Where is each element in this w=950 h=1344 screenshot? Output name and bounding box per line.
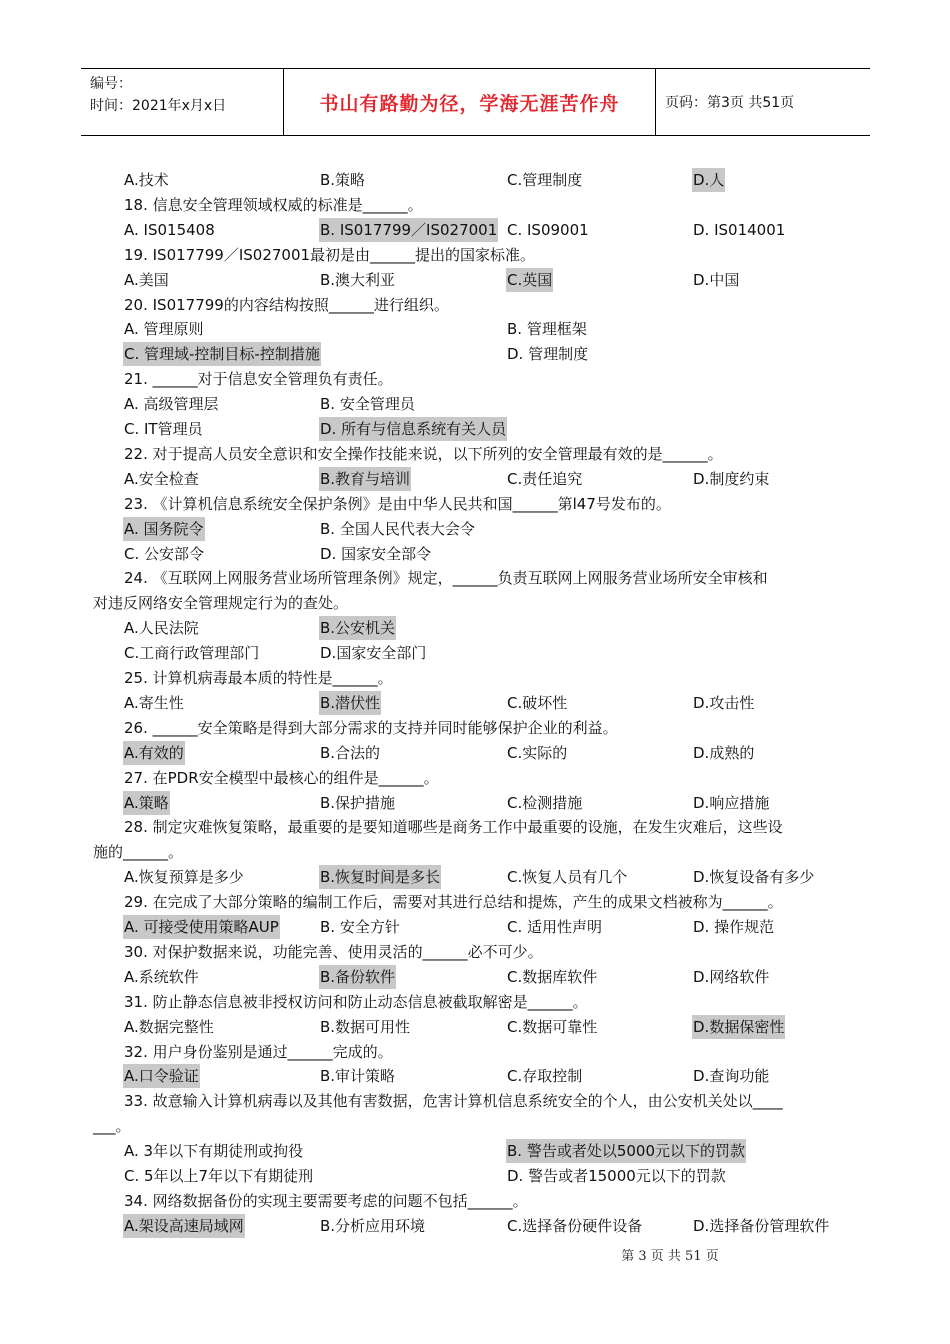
answer-option: B.澳大利亚 bbox=[320, 270, 396, 289]
answer-option-highlighted: B.教育与培训 bbox=[319, 467, 411, 491]
question-stem: 29. 在完成了大部分策略的编制工作后，需要对其进行总结和提炼，产生的成果文档被称为______。 bbox=[124, 893, 783, 912]
answer-option: A.寄生性 bbox=[124, 693, 184, 712]
answer-option-highlighted: A.架设高速局域网 bbox=[123, 1214, 245, 1238]
footer-page-number: 第 3 页 共 51 页 bbox=[621, 1249, 719, 1264]
answer-option: A.技术 bbox=[124, 171, 169, 189]
answer-option: B.保护措施 bbox=[320, 793, 396, 812]
answer-option: D.成熟的 bbox=[693, 743, 755, 762]
answer-option: B.分析应用环境 bbox=[320, 1216, 426, 1235]
answer-option: D.选择备份管理软件 bbox=[693, 1216, 830, 1235]
answer-option-highlighted: D.数据保密性 bbox=[692, 1015, 785, 1039]
question-stem-continuation: 对违反网络安全管理规定行为的查处。 bbox=[93, 594, 349, 613]
question-stem: 32. 用户身份鉴别是通过______完成的。 bbox=[124, 1042, 393, 1061]
answer-option: D.制度约束 bbox=[693, 469, 770, 488]
answer-option: C.责任追究 bbox=[507, 469, 583, 488]
answer-option: C. 公安部令 bbox=[124, 544, 205, 563]
answer-option: A. 管理原则 bbox=[124, 320, 204, 339]
answer-option: B. 全国人民代表大会令 bbox=[320, 519, 475, 538]
answer-option: C. 适用性声明 bbox=[507, 918, 603, 936]
answer-option-highlighted: D. 所有与信息系统有关人员 bbox=[319, 417, 507, 441]
answer-option: D. IS014001 bbox=[693, 220, 786, 239]
answer-option: D. 警告或者15000元以下的罚款 bbox=[507, 1167, 726, 1185]
page-footer bbox=[0, 1245, 950, 1264]
question-stem: 21. ______对于信息安全管理负有责任。 bbox=[124, 370, 393, 389]
answer-option: A.数据完整性 bbox=[124, 1017, 214, 1036]
header-left-cell bbox=[81, 69, 283, 135]
answer-option: D.网络软件 bbox=[693, 967, 770, 986]
answer-option: A. 3年以下有期徒刑或拘役 bbox=[124, 1142, 304, 1161]
answer-option: D.查询功能 bbox=[693, 1067, 770, 1086]
question-stem: 34. 网络数据备份的实现主要需要考虑的问题不包括______。 bbox=[124, 1191, 528, 1210]
answer-option: C.实际的 bbox=[507, 743, 568, 762]
answer-option: D. 管理制度 bbox=[507, 345, 589, 364]
answer-option: A.系统软件 bbox=[124, 967, 199, 986]
answer-option: C. IT管理员 bbox=[124, 420, 203, 438]
answer-option: A.美国 bbox=[124, 270, 169, 289]
answer-option: D.攻击性 bbox=[693, 693, 755, 712]
answer-option: C.恢复人员有几个 bbox=[507, 868, 628, 887]
answer-option: C.管理制度 bbox=[507, 171, 583, 189]
answer-option: C.存取控制 bbox=[507, 1067, 583, 1086]
answer-option: B.审计策略 bbox=[320, 1067, 396, 1086]
answer-option: C.数据可靠性 bbox=[507, 1017, 598, 1036]
answer-option-highlighted: C. 管理域-控制目标-控制措施 bbox=[123, 342, 321, 366]
answer-option: C. IS09001 bbox=[507, 220, 589, 239]
question-stem: 31. 防止静态信息被非授权访问和防止动态信息被截取解密是______。 bbox=[124, 992, 588, 1011]
answer-option: C.选择备份硬件设备 bbox=[507, 1216, 643, 1235]
question-stem: 18. 信息安全管理领域权威的标准是______。 bbox=[124, 195, 423, 214]
answer-option: C.破坏性 bbox=[507, 693, 568, 712]
answer-option: B.数据可用性 bbox=[320, 1017, 411, 1036]
answer-option: D.国家安全部门 bbox=[320, 644, 427, 663]
answer-option: C.数据库软件 bbox=[507, 967, 598, 986]
answer-option: A. IS015408 bbox=[124, 220, 215, 239]
answer-option: D. 操作规范 bbox=[693, 918, 775, 936]
document-number-label: 编号： bbox=[90, 76, 132, 92]
question-stem: 19. IS017799／IS027001最初是由______提出的国家标准。 bbox=[124, 245, 536, 264]
answer-option-highlighted: B.恢复时间是多长 bbox=[319, 865, 441, 889]
answer-option: A.人民法院 bbox=[124, 619, 199, 638]
answer-option-highlighted: A.有效的 bbox=[123, 741, 185, 765]
question-stem: 26. ______安全策略是得到大部分需求的支持并同时能够保护企业的利益。 bbox=[124, 718, 618, 737]
answer-option-highlighted: A.口令验证 bbox=[123, 1064, 200, 1088]
question-stem-continuation: ___。 bbox=[93, 1117, 131, 1136]
answer-option-highlighted: B. 警告或者处以5000元以下的罚款 bbox=[506, 1139, 746, 1163]
answer-option: B.合法的 bbox=[320, 743, 381, 762]
question-stem: 23. 《计算机信息系统安全保护条例》是由中华人民共和国______第l47号发布的。 bbox=[124, 494, 671, 513]
question-stem: 22. 对于提高人员安全意识和安全操作技能来说，以下所列的安全管理最有效的是______。 bbox=[124, 444, 723, 463]
header-motto: 书山有路勤为径，学海无涯苦作舟 bbox=[283, 69, 656, 135]
answer-option-highlighted: C.英国 bbox=[506, 268, 553, 292]
answer-option: C.工商行政管理部门 bbox=[124, 644, 260, 663]
answer-option: D. 国家安全部令 bbox=[320, 544, 432, 563]
answer-option: A. 高级管理层 bbox=[124, 395, 219, 414]
answer-option: D.中国 bbox=[693, 270, 740, 289]
page-header bbox=[81, 68, 870, 136]
answer-option: B. 管理框架 bbox=[507, 320, 587, 339]
answer-option: B. 安全管理员 bbox=[320, 395, 415, 414]
answer-option: A.安全检查 bbox=[124, 469, 199, 488]
answer-option-highlighted: B. IS017799／IS027001 bbox=[319, 218, 498, 242]
answer-option: B. 安全方针 bbox=[320, 918, 400, 936]
answer-option-highlighted: D.人 bbox=[692, 168, 725, 192]
question-stem: 33. 故意输入计算机病毒以及其他有害数据，危害计算机信息系统安全的个人，由公安机关处以____ bbox=[124, 1092, 783, 1111]
answer-option: B.策略 bbox=[320, 171, 366, 189]
answer-option-highlighted: A. 可接受使用策略AUP bbox=[123, 915, 280, 939]
question-stem-continuation: 施的______。 bbox=[93, 843, 184, 862]
answer-option: C.检测措施 bbox=[507, 793, 583, 812]
question-stem: 27. 在PDR安全模型中最核心的组件是______。 bbox=[124, 768, 439, 787]
question-stem: 30. 对保护数据来说，功能完善、使用灵活的______必不可少。 bbox=[124, 942, 543, 961]
question-stem: 28. 制定灾难恢复策略，最重要的是要知道哪些是商务工作中最重要的设施，在发生灾难后，这些设 bbox=[124, 818, 783, 837]
answer-option: C. 5年以上7年以下有期徒刑 bbox=[124, 1167, 314, 1185]
question-stem: 20. IS017799的内容结构按照______进行组织。 bbox=[124, 295, 449, 314]
question-stem: 25. 计算机病毒最本质的特性是______。 bbox=[124, 669, 393, 687]
question-stem: 24. 《互联网上网服务营业场所管理条例》规定，______负责互联网上网服务营业场所安全审核和 bbox=[124, 569, 768, 588]
answer-option: A.恢复预算是多少 bbox=[124, 868, 244, 887]
answer-option: D.响应措施 bbox=[693, 793, 770, 812]
answer-option: D.恢复设备有多少 bbox=[693, 868, 815, 887]
answer-option-highlighted: A.策略 bbox=[123, 791, 170, 815]
answer-option-highlighted: B.公安机关 bbox=[319, 616, 396, 640]
answer-option-highlighted: B.潜伏性 bbox=[319, 691, 381, 715]
document-time-label: 时间：2021年x月x日 bbox=[90, 98, 227, 114]
header-page-info: 页码：第3页 共51页 bbox=[665, 95, 795, 111]
answer-option-highlighted: A. 国务院令 bbox=[123, 517, 205, 541]
answer-option-highlighted: B.备份软件 bbox=[319, 965, 396, 989]
